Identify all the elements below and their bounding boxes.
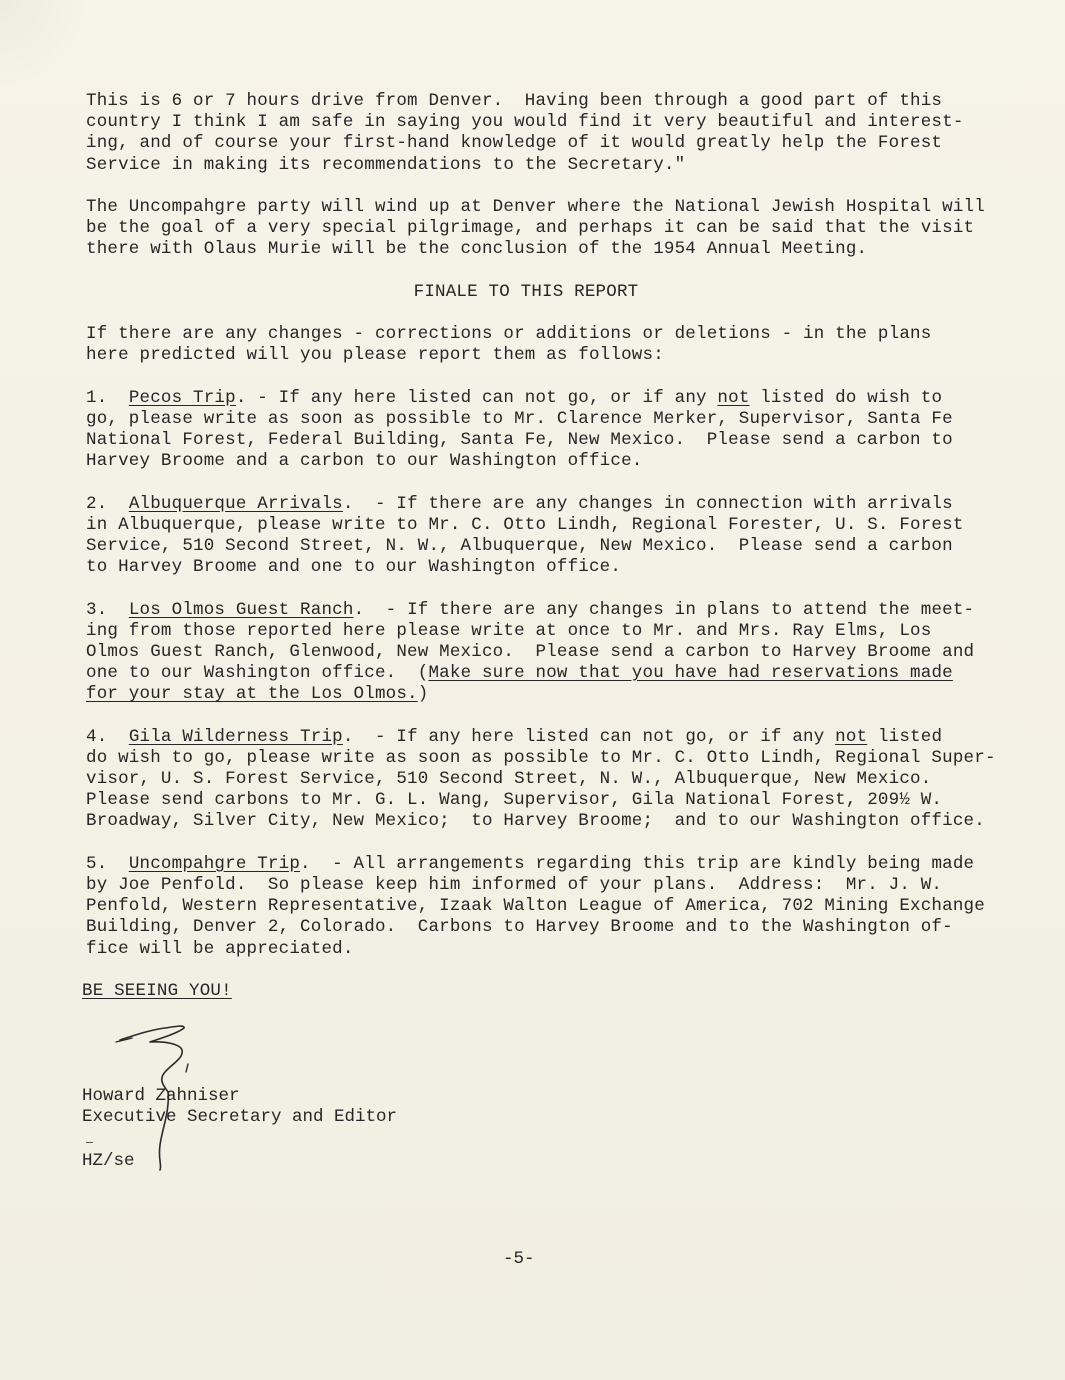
item-title: Gila Wilderness Trip — [128, 726, 343, 747]
item-text: do wish to go, please write as soon as possible to Mr. C. Otto Lindh, Regional Super- — [86, 747, 996, 768]
item-text: . - If any here listed can not go, or if any — [342, 726, 836, 747]
item-text: Service, 510 Second Street, N. W., Albuquerque, New Mexico. Please send a carbon — [86, 535, 953, 556]
uncompahgre-party-line: The Uncompahgre party will wind up at Denver where the National Jewish Hospital will — [86, 196, 985, 217]
item-text: in Albuquerque, please write to Mr. C. Otto Lindh, Regional Forester, U. S. Forest — [86, 514, 964, 535]
item-text: fice will be appreciated. — [86, 938, 354, 959]
item-text: to Harvey Broome and one to our Washington office. — [86, 557, 622, 578]
item-text: go, please write as soon as possible to Mr. Clarence Merker, Supervisor, Santa Fe — [86, 408, 953, 429]
item-number: 5. — [86, 853, 129, 874]
item-text: one to our Washington office. ( — [86, 663, 429, 684]
uncompahgre-party-line: there with Olaus Murie will be the conclusion of the 1954 Annual Meeting. — [86, 239, 868, 260]
item-text: ) — [417, 684, 429, 705]
item-uncompahgre-trip — [86, 854, 986, 960]
changes-paragraph — [86, 324, 986, 366]
item-title: Uncompahgre Trip — [128, 853, 301, 874]
reservation-note: for your stay at the Los Olmos. — [86, 684, 418, 705]
item-title: Albuquerque Arrivals — [128, 493, 343, 514]
item-text: visor, U. S. Forest Service, 510 Second Street, N. W., Albuquerque, New Mexico. — [86, 769, 932, 789]
intro-line: This is 6 or 7 hours drive from Denver. Having been through a good part of this — [86, 91, 943, 111]
item-number: 2. — [86, 493, 129, 514]
item-text: listed do wish to — [749, 387, 943, 408]
initials-mark — [86, 1142, 93, 1143]
item-text: . - All arrangements regarding this trip are kindly being made — [300, 853, 975, 874]
uncompahgre-party-paragraph — [86, 197, 986, 261]
intro-paragraph — [86, 91, 986, 176]
signatory-title: Executive Secretary and Editor — [82, 1107, 398, 1128]
letter-body — [82, 91, 996, 1002]
item-title: Los Olmos Guest Ranch — [128, 599, 354, 620]
reference-initials: HZ/se — [82, 1151, 135, 1171]
section-heading: FINALE TO THIS REPORT — [413, 281, 639, 302]
item-text: Harvey Broome and a carbon to our Washington office. — [86, 451, 643, 472]
item-pecos-trip — [86, 388, 986, 473]
item-text: Penfold, Western Representative, Izaak Walton League of America, 702 Mining Exchange — [86, 896, 985, 917]
item-text: . - If there are any changes in connection with arrivals — [342, 493, 953, 514]
item-text: Please send carbons to Mr. G. L. Wang, Supervisor, Gila National Forest, 209½ W. — [86, 790, 943, 811]
item-albuquerque-arrivals — [86, 494, 986, 579]
intro-line: country I think I am safe in saying you would find it very beautiful and interest- — [86, 112, 964, 133]
reservation-note: Make sure now that you have had reservations made — [428, 663, 953, 684]
signature-block — [82, 1086, 397, 1128]
intro-line: ing, and of course your first-hand knowledge of it would greatly help the Forest — [86, 133, 943, 154]
item-text: listed — [867, 726, 943, 747]
page-number: -5- — [503, 1249, 535, 1269]
item-title: Pecos Trip — [128, 387, 236, 408]
emphasis-not: not — [717, 387, 750, 408]
item-text: by Joe Penfold. So please keep him informed of your plans. Address: Mr. J. W. — [86, 874, 943, 895]
closing-salutation: BE SEEING YOU! — [82, 980, 232, 1001]
item-text: Broadway, Silver City, New Mexico; to Harvey Broome; and to our Washington office. — [86, 811, 985, 832]
item-text: ing from those reported here please write at once to Mr. and Mrs. Ray Elms, Los — [86, 620, 932, 641]
item-number: 3. — [86, 599, 129, 620]
paper-crease — [0, 0, 90, 90]
item-gila-wilderness-trip — [86, 726, 996, 833]
item-text: . - If there are any changes in plans to attend the meet- — [353, 599, 975, 620]
changes-line: here predicted will you please report them as follows: — [86, 345, 664, 366]
signatory-name: Howard Zahniser — [82, 1086, 240, 1106]
item-los-olmos-guest-ranch — [86, 600, 986, 706]
item-text: . - If any here listed can not go, or if any — [235, 387, 718, 408]
changes-line: If there are any changes - corrections or additions or deletions - in the plans — [86, 324, 932, 345]
item-text: Olmos Guest Ranch, Glenwood, New Mexico. Please send a carbon to Harvey Broome and — [86, 641, 975, 662]
item-text: National Forest, Federal Building, Santa Fe, New Mexico. Please send a carbon to — [86, 430, 953, 450]
intro-line: Service in making its recommendations to the Secretary." — [86, 154, 686, 175]
item-number: 1. — [86, 387, 129, 408]
item-text: Building, Denver 2, Colorado. Carbons to Harvey Broome and to the Washington of- — [86, 917, 953, 938]
uncompahgre-party-line: be the goal of a very special pilgrimage, and perhaps it can be said that the visit — [86, 218, 975, 239]
emphasis-not: not — [835, 726, 868, 747]
item-number: 4. — [86, 726, 129, 747]
